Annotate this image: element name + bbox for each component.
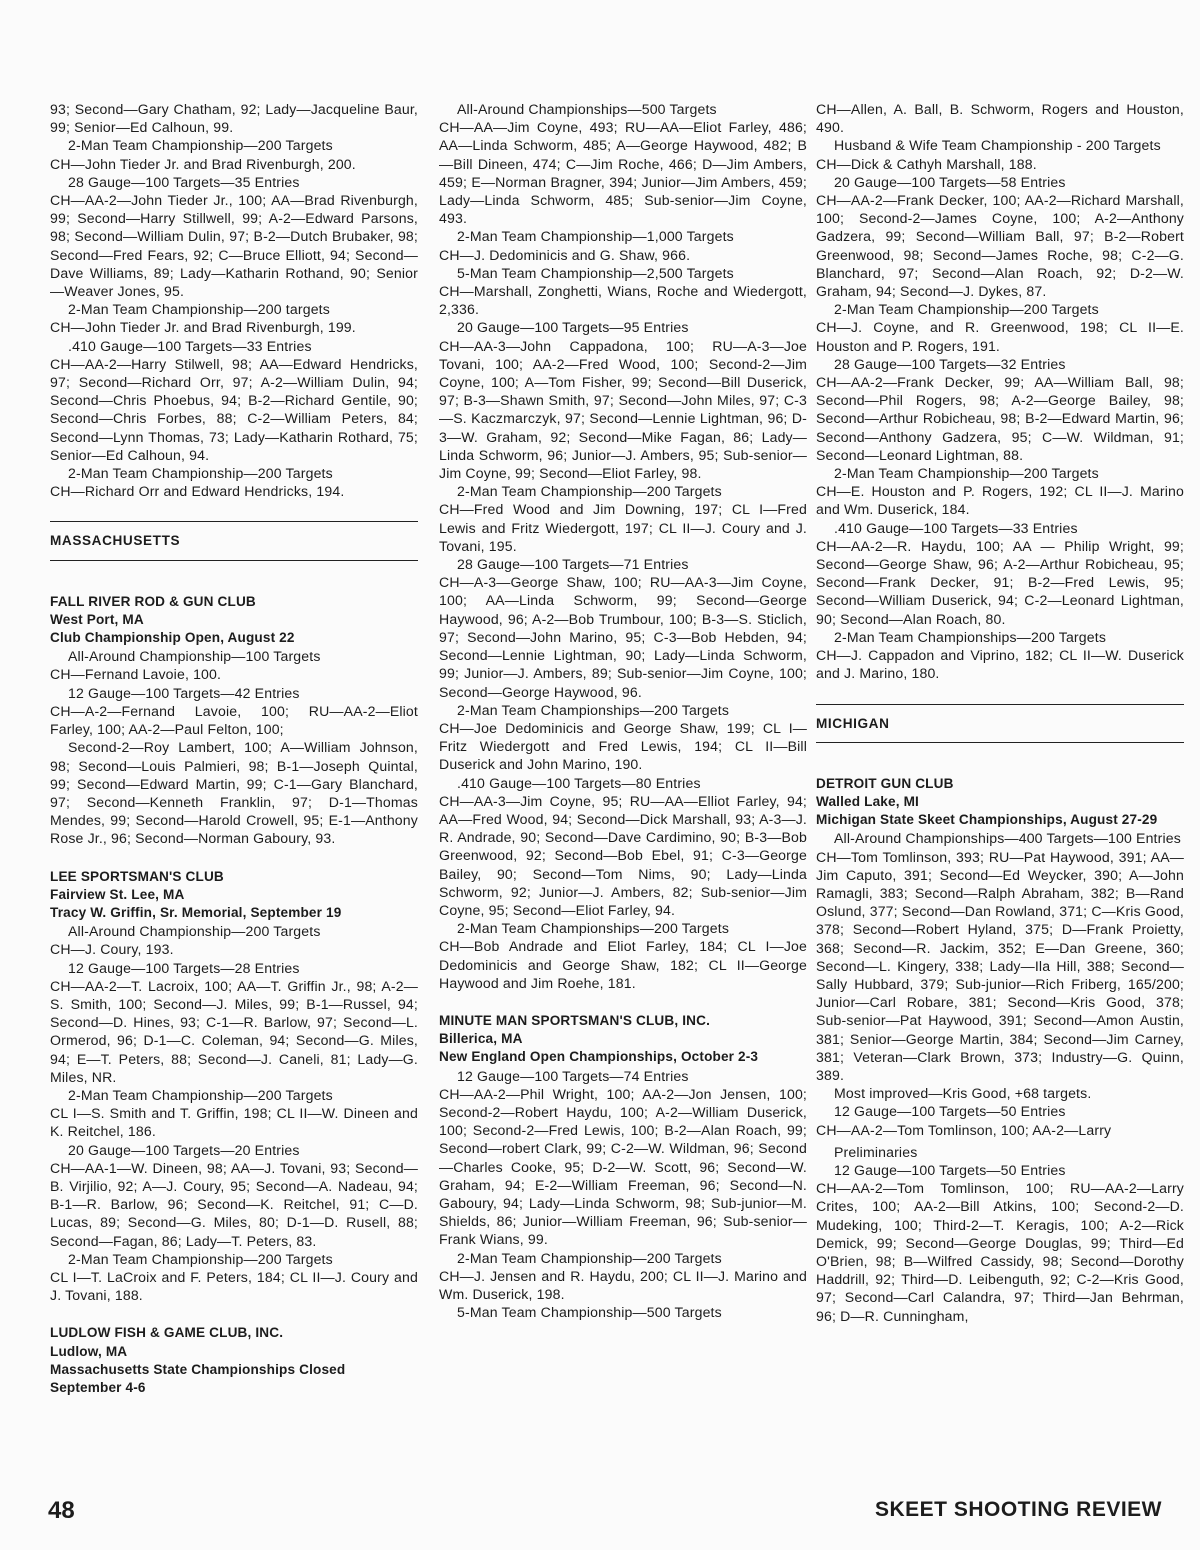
event-heading: 2-Man Team Championship—200 Targets — [457, 1249, 722, 1266]
result-text: CH—Richard Orr and Edward Hendricks, 194. — [50, 483, 345, 500]
event-heading: 2-Man Team Championships—200 Targets — [457, 701, 730, 718]
event-heading: 2-Man Team Championship—200 targets — [68, 301, 330, 318]
section-rule — [50, 521, 418, 522]
club-location: West Port, MA — [50, 611, 144, 627]
result-text: 93; Second—Gary Chatham, 92; Lady—Jacqueline Baur, 99; Senior—Ed Calhoun, 99. — [50, 101, 418, 136]
event-heading: 12 Gauge—100 Targets—42 Entries — [68, 684, 300, 701]
result-text: CH—E. Houston and P. Rogers, 192; CL II—J. Marino and Wm. Duserick, 184. — [816, 483, 1184, 518]
event-heading: 2-Man Team Championship—1,000 Targets — [457, 228, 734, 245]
event-heading: .410 Gauge—100 Targets—33 Entries — [68, 337, 312, 354]
result-text: CH—Joe Dedominicis and George Shaw, 199; CL I—Fritz Wiedergott and Fred Lewis, 194; CL II—Bill Duserick and John Marino, 190. — [439, 719, 807, 773]
state-heading: MASSACHUSETTS — [50, 533, 181, 549]
result-text: CH—AA-2—Tom Tomlinson, 100; RU—AA-2—Larry Crites, 100; AA-2—Bill Atkins, 100; Second-2—D. Mudeking, 100; Third-2—T. Keragis, 100; A-2—Rick Demick, 99; Second—George Douglas, 99; Third—Ed O'Brien, 98; B—Wilfred Cassidy, 98; Second—Dorothy Haddrill, 92; Third—D. Leibenguth, 92; C-2—Kris Good, 97; Second—Carl Calandra, 97; Third—Jan Behrman, 96; D—R. Cunningham, — [816, 1180, 1184, 1324]
result-text: CH—J. Cappadon and Viprino, 182; CL II—W. Duserick and J. Marino, 180. — [816, 647, 1184, 682]
result-text: CH—Marshall, Zonghetti, Wians, Roche and Wiedergott, 2,336. — [439, 283, 807, 318]
event-heading: 5-Man Team Championship—500 Targets — [457, 1304, 722, 1321]
state-heading: MICHIGAN — [816, 715, 890, 731]
subsection-heading: Preliminaries — [834, 1143, 918, 1160]
result-text: CH—AA-1—W. Dineen, 98; AA—J. Tovani, 93; Second—B. Virjilio, 92; A—J. Coury, 95; Second—A. Nadeau, 94; B-1—R. Barlow, 96; Second—K. Reitchel, 91; C—D. Lucas, 89; Second—G. Miles, 80; D-1—D. Rusell, 88; Second—Fagan, 86; Lady—T. Peters, 83. — [50, 1159, 418, 1249]
result-text: CH—AA-2—Frank Decker, 100; AA-2—Richard Marshall, 100; Second-2—James Coyne, 100; A-2—Anthony Gadzera, 99; Second—William Ball, 97; B-2—Robert Greenwood, 98; Second—James Roche, 98; C-2—G. Blanchard, 97; Second—Alan Roach, 92; D-2—W. Graham, 94; Second—J. Dykes, 87. — [816, 192, 1184, 300]
club-event: Massachusetts State Championships Closed September 4-6 — [50, 1361, 346, 1395]
section-rule — [816, 742, 1184, 743]
event-heading: 5-Man Team Championship—2,500 Targets — [457, 264, 734, 281]
result-text: CH—Tom Tomlinson, 393; RU—Pat Haywood, 391; AA—Jim Caputo, 391; Second—Ed Weycker, 390; A—John Ramagli, 383; Second—Ralph Abraham, 382; B—Rand Oslund, 377; Second—Dan Rowland, 371; C—Kris Good, 378; Second—Robert Hyland, 375; D—Frank Proietty, 368; Second—R. Jackim, 352; E—Dan Greene, 360; Second—L. Kingery, 338; Lady—Ila Hill, 388; Second—Sally Hubbard, 379; Sub-junior—Rich Friberg, 165/200; Junior—Carl Robare, 381; Second—Kris Good, 378; Sub-senior—Pat Haywood, 391; Second—Amon Austin, 381; Senior—George Martin, 384; Second—Jim Carney, 381; Veteran—Clark Brown, 373; Industry—G. Quinn, 389. — [816, 848, 1184, 1083]
result-text: CH—AA—Jim Coyne, 493; RU—AA—Eliot Farley, 486; AA—Linda Schworm, 485; A—George Haywood, 482; B—Bill Dineen, 474; C—Jim Roche, 466; D—Jim Ambers, 459; E—Norman Bragner, 394; Junior—Jim Ambers, 459; Lady—Linda Schworm, 485; Sub-senior—Jim Coyne, 493. — [439, 119, 807, 227]
result-text: CH—Allen, A. Ball, B. Schworm, Rogers and Houston, 490. — [816, 101, 1184, 136]
event-heading: All-Around Championships—500 Targets — [457, 101, 717, 117]
result-text: CH—AA-2—R. Haydu, 100; AA — Philip Wright, 99; Second—George Shaw, 96; A-2—Arthur Robicheau, 95; Second—Frank Decker, 91; B-2—Fred Lewis, 95; Second—William Duserick, 94; C-2—Leonard Lightman, 90; Second—Alan Roach, 80. — [816, 537, 1184, 627]
result-text: CH—Bob Andrade and Eliot Farley, 184; CL I—Joe Dedominicis and George Shaw, 182; CL II—George Haywood and Jim Roehe, 181. — [439, 938, 807, 991]
event-heading: 2-Man Team Championship—200 Targets — [834, 465, 1099, 482]
result-text: CH—AA-3—John Cappadona, 100; RU—A-3—Joe Tovani, 100; AA-2—Fred Wood, 100; Second-2—Jim Coyne, 100; A—Tom Fisher, 99; Second—Bill Duserick, 97; B-3—Shawn Smith, 97; Second—John Miles, 97; C-3—S. Kaczmarczyk, 97; Second—Lennie Lightman, 96; D-3—W. Graham, 92; Second—Mike Fagan, 86; Lady—Linda Schworm, 96; Junior—J. Ambers, 95; Sub-senior—Jim Coyne, 99; Second—Eliot Farley, 98. — [439, 337, 807, 482]
event-heading: 12 Gauge—100 Targets—74 Entries — [457, 1067, 689, 1084]
result-text: CH—J. Dedominicis and G. Shaw, 966. — [439, 246, 691, 263]
event-heading: 12 Gauge—100 Targets—50 Entries — [834, 1103, 1066, 1120]
result-text: CH—John Tieder Jr. and Brad Rivenburgh, 200. — [50, 155, 356, 172]
result-text: CH—AA-2—Harry Stilwell, 98; AA—Edward Hendricks, 97; Second—Richard Orr, 97; A-2—William Dulin, 94; Second—Chris Phoebus, 94; B-2—Richard Gentile, 90; Second—Chris Forbes, 88; C-2—William Peters, 84; Second—Lynn Thomas, 73; Lady—Katharin Rothard, 75; Senior—Ed Calhoun, 94. — [50, 355, 418, 463]
event-heading: 20 Gauge—100 Targets—95 Entries — [457, 319, 689, 336]
event-heading: Husband & Wife Team Championship - 200 Targets — [834, 137, 1161, 154]
club-name: LUDLOW FISH & GAME CLUB, INC. — [50, 1325, 284, 1341]
result-text: CL I—T. LaCroix and F. Peters, 184; CL II—J. Coury and J. Tovani, 188. — [50, 1268, 418, 1304]
club-location: Walled Lake, MI — [816, 793, 919, 809]
event-heading: All-Around Championship—200 Targets — [68, 923, 321, 940]
result-text: CH—AA-2—John Tieder Jr., 100; AA—Brad Rivenburgh, 99; Second—Harry Stillwell, 99; A-2—Edward Parsons, 98; Second—William Dulin, 97; B-2—Dutch Brubaker, 98; Second—Fred Fears, 92; C—Bruce Elliott, 94; Second—Dave Williams, 89; Lady—Katharin Rothand, 90; Senior—Weaver Jones, 95. — [50, 192, 418, 300]
club-event: Club Championship Open, August 22 — [50, 630, 295, 646]
event-heading: 2-Man Team Championship—200 Targets — [68, 137, 333, 154]
club-event: Tracy W. Griffin, Sr. Memorial, September 19 — [50, 904, 342, 920]
club-location: Billerica, MA — [439, 1031, 523, 1047]
result-text: CH—J. Coury, 193. — [50, 941, 174, 958]
column-1 — [50, 100, 418, 1397]
event-heading: 28 Gauge—100 Targets—35 Entries — [68, 173, 300, 190]
club-name: LEE SPORTSMAN'S CLUB — [50, 868, 224, 884]
result-text: CH—AA-2—T. Lacroix, 100; AA—T. Griffin Jr., 98; A-2—S. Smith, 100; Second—J. Miles, 99; B-1—Russel, 94; Second—D. Hines, 93; C-1—R. Barlow, 97; Second—L. Ormerod, 96; D-1—C. Coleman, 94; Second—G. Miles, 94; E—T. Peters, 88; Second—J. Caneli, 81; Lady—G. Miles, NR. — [50, 977, 418, 1085]
result-text: CH—AA-3—Jim Coyne, 95; RU—AA—Elliot Farley, 94; AA—Fred Wood, 94; Second—Dick Marshall, 93; A-3—J. R. Andrade, 90; Second—Dave Cardimino, 90; B-3—Bob Greenwood, 92; Second—Bob Ebel, 91; C-3—George Bailey, 90; Second—Tom Nims, 90; Lady—Linda Schworm, 92; Junior—J. Ambers, 82; Sub-senior—Jim Coyne, 95; Second—Eliot Farley, 94. — [439, 792, 807, 918]
event-heading: 20 Gauge—100 Targets—20 Entries — [68, 1141, 300, 1158]
result-text: CH—Fred Wood and Jim Downing, 197; CL I—Fred Lewis and Fritz Wiedergott, 197; CL II—J. Coury and J. Tovani, 195. — [439, 501, 807, 554]
event-heading: 20 Gauge—100 Targets—58 Entries — [834, 173, 1066, 190]
result-text: CL I—S. Smith and T. Griffin, 198; CL II—W. Dineen and K. Reitchel, 186. — [50, 1105, 418, 1140]
result-text: CH—Dick & Cathyh Marshall, 188. — [816, 155, 1037, 172]
event-heading: 2-Man Team Championships—200 Targets — [457, 920, 730, 937]
event-heading: 2-Man Team Championship—200 Targets — [68, 1086, 333, 1103]
club-name: DETROIT GUN CLUB — [816, 775, 954, 791]
club-location: Fairview St. Lee, MA — [50, 886, 185, 902]
result-text: CH—Fernand Lavoie, 100. — [50, 666, 222, 683]
result-text: CH—A-2—Fernand Lavoie, 100; RU—AA-2—Eliot Farley, 100; AA-2—Paul Felton, 100; — [50, 702, 418, 738]
event-heading: All-Around Championship—100 Targets — [68, 648, 321, 665]
club-event: Michigan State Skeet Championships, August 27-29 — [816, 812, 1158, 828]
result-text: CH—AA-2—Tom Tomlinson, 100; AA-2—Larry — [816, 1121, 1112, 1138]
event-heading: 2-Man Team Championships—200 Targets — [834, 628, 1107, 645]
event-heading: 2-Man Team Championship—200 Targets — [68, 1250, 333, 1267]
event-heading: 2-Man Team Championship—200 Targets — [834, 301, 1099, 318]
column-3 — [816, 100, 1184, 1325]
result-text: Most improved—Kris Good, +68 targets. — [834, 1085, 1092, 1102]
event-heading: All-Around Championships—400 Targets—100 Entries — [834, 830, 1181, 847]
event-heading: 12 Gauge—100 Targets—50 Entries — [834, 1161, 1066, 1178]
event-heading: 2-Man Team Championship—200 Targets — [457, 483, 722, 500]
event-heading: 12 Gauge—100 Targets—28 Entries — [68, 959, 300, 976]
result-text: CH—John Tieder Jr. and Brad Rivenburgh, 199. — [50, 319, 356, 336]
event-heading: 28 Gauge—100 Targets—71 Entries — [457, 556, 689, 573]
result-text: CH—J. Jensen and R. Haydu, 200; CL II—J. Marino and Wm. Duserick, 198. — [439, 1267, 807, 1302]
result-text: CH—AA-2—Phil Wright, 100; AA-2—Jon Jensen, 100; Second-2—Robert Haydu, 100; A-2—William Duserick, 100; Second-2—Fred Lewis, 100; B-2—Alan Roach, 99; Second—robert Clark, 99; C-2—W. Wildman, 96; Second—Charles Cooke, 95; D-2—W. Scott, 96; Second—W. Graham, 94; E-2—William Freeman, 96; Second—N. Gaboury, 94; Lady—Linda Schworm, 98; Sub-junior—M. Shields, 86; Junior—William Freeman, 96; Sub-senior—Frank Wians, 99. — [439, 1085, 807, 1248]
club-name: MINUTE MAN SPORTSMAN'S CLUB, INC. — [439, 1012, 710, 1028]
event-heading: 28 Gauge—100 Targets—32 Entries — [834, 355, 1066, 372]
column-2 — [439, 100, 807, 1321]
club-location: Ludlow, MA — [50, 1343, 128, 1359]
section-rule — [50, 560, 418, 561]
club-event: New England Open Championships, October 2-3 — [439, 1049, 759, 1065]
result-text: Second-2—Roy Lambert, 100; A—William Johnson, 98; Second—Louis Palmieri, 98; B-1—Joseph Quintal, 99; Second—Edward Martin, 99; C-1—Gary Blanchard, 97; Second—Kenneth Franklin, 97; D-1—Thomas Mendes, 99; Second—Harold Crowell, 95; E-1—Anthony Rose Jr., 96; Second—Norman Gaboury, 93. — [50, 739, 418, 847]
result-text: CH—J. Coyne, and R. Greenwood, 198; CL II—E. Houston and P. Rogers, 191. — [816, 319, 1184, 354]
result-text: CH—A-3—George Shaw, 100; RU—AA-3—Jim Coyne, 100; AA—Linda Schworm, 99; Second—George Haywood, 96; A-2—Bob Trumbour, 100; B-3—S. Sticlich, 97; Second—John Marino, 95; C-3—Bob Hebden, 94; Second—Lennie Lightman, 90; Lady—Linda Schworm, 99; Junior—J. Ambers, 89; Sub-senior—Jim Coyne, 100; Second—George Haywood, 96. — [439, 574, 807, 700]
event-heading: 2-Man Team Championship—200 Targets — [68, 465, 333, 482]
event-heading: .410 Gauge—100 Targets—33 Entries — [834, 519, 1078, 536]
magazine-title: SKEET SHOOTING REVIEW — [874, 1498, 1162, 1521]
club-name: FALL RIVER ROD & GUN CLUB — [50, 593, 256, 609]
event-heading: .410 Gauge—100 Targets—80 Entries — [457, 774, 701, 791]
page-number: 48 — [48, 1497, 75, 1524]
section-rule — [816, 704, 1184, 705]
result-text: CH—AA-2—Frank Decker, 99; AA—William Ball, 98; Second—Phil Rogers, 98; A-2—George Bailey, 98; Second—Arthur Robicheau, 98; B-2—Edward Martin, 96; Second—Anthony Gadzera, 95; C—W. Wildman, 91; Second—Leonard Lightman, 88. — [816, 374, 1184, 463]
